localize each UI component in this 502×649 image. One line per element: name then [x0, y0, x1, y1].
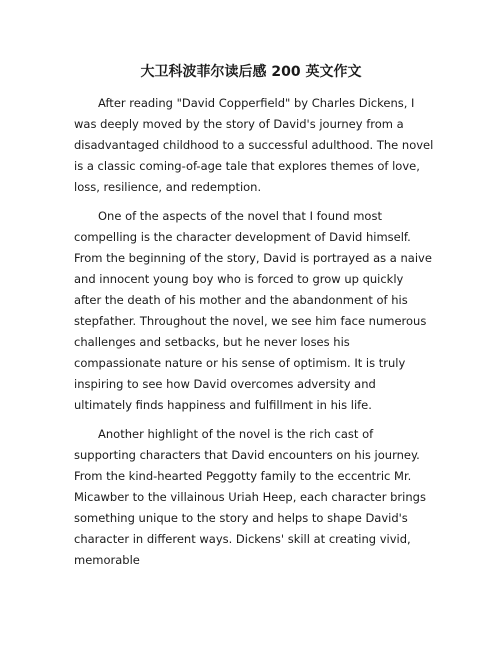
paragraph-1: After reading "David Copperfield" by Charles Dickens, I was deeply moved by the story of David's journey from a disadvantaged childhood to a successful adulthood. The novel is a classic coming-of-age tale that explores themes of love, loss, resilience, and redemption.: [74, 96, 434, 194]
paragraph-2: One of the aspects of the novel that I found most compelling is the character development of David himself. From the beginning of the story, David is portrayed as a naive and innocent young boy who is forced to grow up quickly after the death of his mother and the abandonment of his stepfather. Throughout the novel, we see him face numerous challenges and setbacks, but he never loses his compassionate nature or his sense of optimism. It is truly inspiring to see how David overcomes adversity and ultimately finds happiness and fulfillment in his life.: [74, 209, 432, 412]
paragraph-3: Another highlight of the novel is the rich cast of supporting characters that David encounters on his journey. From the kind-hearted Peggotty family to the eccentric Mr. Micawber to the villainous Uriah Heep, each character brings something unique to the story and helps to shape David's character in different ways. Dickens' skill at creating vivid, memorable: [74, 427, 426, 567]
document-body: [74, 93, 434, 579]
document-title: 大卫科波菲尔读后感 200 英文作文: [140, 64, 362, 80]
